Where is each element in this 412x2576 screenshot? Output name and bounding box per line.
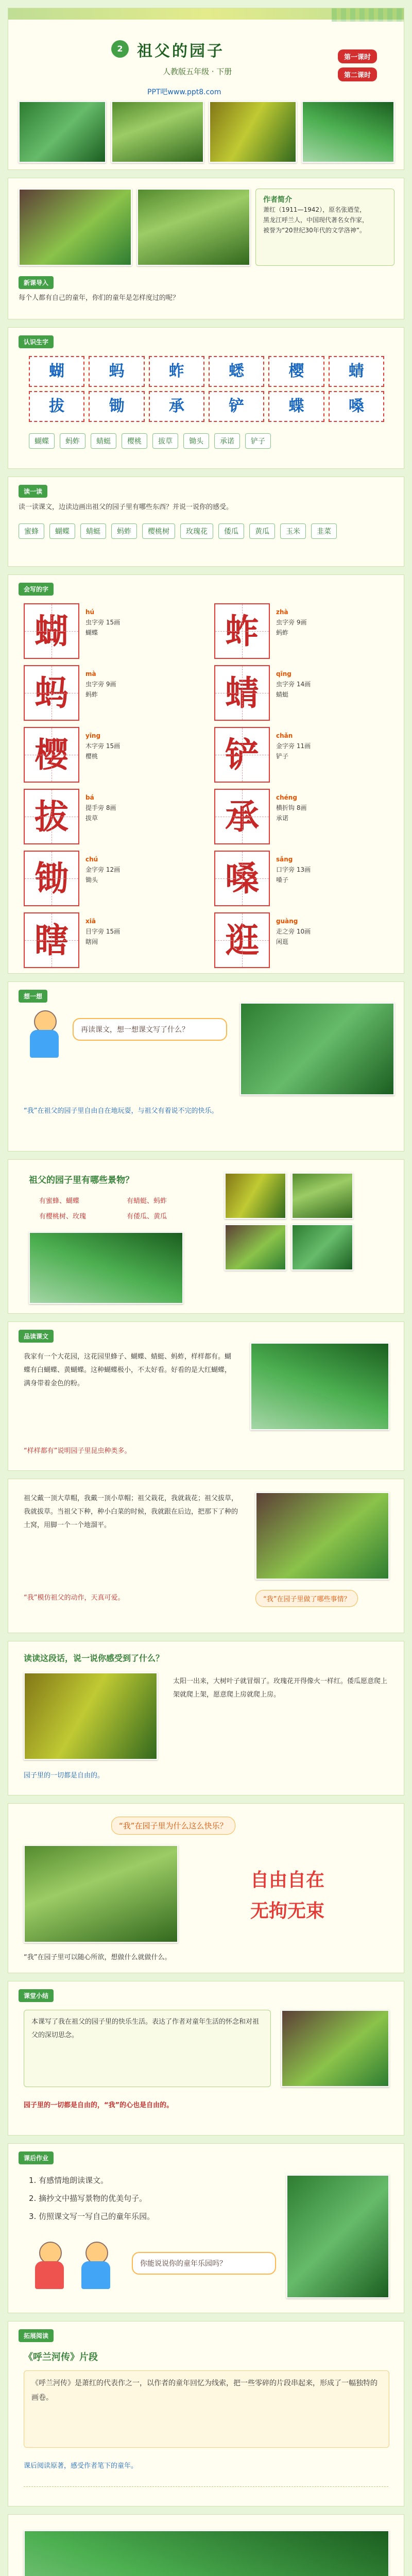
radical-info: 目字旁 15画 [85, 928, 121, 935]
pinyin: hú [85, 608, 95, 616]
photo-nature [24, 2530, 389, 2576]
kid-body [35, 2261, 64, 2289]
write-char: 铲 [214, 727, 270, 783]
photo-bee [250, 1343, 389, 1430]
slide-passage1 [8, 1321, 404, 1471]
photo-pumpkin-vine [291, 1224, 353, 1270]
char-cell: 蝴 [29, 356, 84, 387]
radical-info: 虫字旁 15画 [85, 619, 121, 626]
free-caption: “我”在园子里可以随心所欲，想做什么就做什么。 [24, 1954, 171, 1961]
slide-title [8, 8, 404, 170]
practice-item: 2. 摘抄文中描写景物的优美句子。 [29, 2194, 147, 2203]
photo-cucumber [291, 1173, 353, 1219]
word-example: 蝴蝶 [85, 629, 98, 636]
write-char-info [85, 607, 194, 638]
slide-free [8, 1803, 404, 1973]
ext-tag: 拓展阅读 [19, 2329, 54, 2342]
pinyin: sǎng [276, 856, 293, 863]
word-example: 拔草 [85, 815, 98, 822]
word-item: 蜜蜂 [19, 523, 44, 539]
char-cell: 锄 [89, 391, 144, 422]
photo-garden-kid [240, 1003, 394, 1095]
vine-decoration [332, 8, 404, 22]
slide-reading-question [8, 477, 404, 567]
slide-passage3 [8, 1641, 404, 1795]
author-box [255, 189, 394, 266]
practice-item: 3. 仿照课文写一写自己的童年乐园。 [29, 2212, 155, 2221]
kid-illustration [75, 2242, 116, 2289]
word-example: 嗓子 [276, 876, 289, 884]
write-char-info [276, 792, 384, 823]
word-example: 樱桃 [85, 753, 98, 760]
think-bubble: 再读课文，想一想课文写了什么？ [73, 1018, 227, 1041]
char-cell: 蚂 [89, 356, 144, 387]
write-char: 蚂 [24, 665, 79, 721]
kid-body [81, 2261, 110, 2289]
passage3-note: 园子里的一切都是自由的。 [24, 1772, 105, 1780]
watermark-text: PPT吧www.ppt8.com [147, 88, 221, 96]
pinyin: chǎn [276, 732, 293, 739]
char-cell: 蝶 [268, 391, 324, 422]
intro-text: 每个人都有自己的童年，你们的童年是怎样度过的呢？ [19, 294, 180, 302]
char-cell: 樱 [268, 356, 324, 387]
slide-passage2 [8, 1479, 404, 1633]
char-cell: 蜻 [329, 356, 384, 387]
photo-flowers [225, 1173, 286, 1219]
write-char: 蜻 [214, 665, 270, 721]
author-line-3: 被誉为“20世纪30年代的文学洛神”。 [263, 227, 366, 234]
char-cell: 蚱 [149, 356, 204, 387]
write-char: 拔 [24, 789, 79, 844]
passage2-text: 祖父戴一顶大草帽，我戴一顶小草帽；祖父栽花，我就栽花；祖父拔草，我就拔草。当祖父下种，种小白菜的时候，我就跟在后边，把那下了种的土窝，用脚一个一个地溜平。 [24, 1495, 238, 1529]
practice-tag: 课后作业 [19, 2151, 54, 2164]
free-answer-1: 自由自在 [250, 1870, 325, 1891]
ext-title: 《呼兰河传》片段 [24, 2352, 98, 2363]
divider [24, 2486, 388, 2487]
photo-vegetable [19, 189, 132, 266]
char-cell: 嗓 [329, 391, 384, 422]
radical-info: 横折钩 8画 [276, 804, 307, 811]
intro-tag: 新课导入 [19, 276, 54, 289]
author-line-1: 萧红（1911—1942），原名张迺莹， [263, 206, 366, 213]
write-char: 承 [214, 789, 270, 844]
photo-playground [286, 2175, 389, 2298]
write-char-info [276, 854, 384, 885]
kid-body [30, 1030, 59, 1058]
photo-insect [302, 101, 394, 163]
radical-info: 虫字旁 14画 [276, 681, 311, 688]
slide-question2 [8, 1159, 404, 1314]
answer1-text: “我”在祖父的园子里自由自在地玩耍，与祖父有着说不完的快乐。 [24, 1107, 218, 1115]
word-item: 承诺 [214, 433, 240, 449]
slide-new-chars [8, 327, 404, 469]
slide-final [8, 2514, 404, 2576]
write-char-info [276, 731, 384, 761]
reading-words-row [19, 523, 389, 539]
photo-corn [209, 101, 297, 163]
summary-tag: 课堂小结 [19, 1989, 54, 2002]
word-example: 蜻蜓 [276, 691, 289, 698]
radical-info: 提手旁 8画 [85, 804, 116, 811]
word-example: 蚂蚱 [276, 629, 289, 636]
write-char: 嗓 [214, 851, 270, 906]
kid-illustration [29, 2242, 70, 2289]
write-char: 樱 [24, 727, 79, 783]
word-item: 拔草 [152, 433, 178, 449]
write-char: 蚱 [214, 603, 270, 659]
write-char-info [85, 792, 194, 823]
word-item: 玉米 [280, 523, 306, 539]
slide-ext-reading [8, 2321, 404, 2506]
slide-practice [8, 2143, 404, 2313]
question2-title: 祖父的园子里有哪些景物？ [29, 1175, 134, 1185]
photo-grandpa [255, 1492, 389, 1580]
new-chars-tag: 认识生字 [19, 335, 54, 348]
period2-button[interactable]: 第二课时 [338, 67, 377, 81]
char-cell: 拔 [29, 391, 84, 422]
write-char-info [85, 731, 194, 761]
passage2-note: “我”模仿祖父的动作，天真可爱。 [24, 1594, 125, 1602]
photo-rose [24, 1672, 158, 1760]
radical-info: 走之旁 10画 [276, 928, 311, 935]
word-item: 蜻蜓 [91, 433, 116, 449]
word-item: 蚂蚱 [111, 523, 137, 539]
word-example: 蚂蚱 [85, 691, 98, 698]
ext-note: 课后阅读原著，感受作者笔下的童年。 [24, 2462, 138, 2470]
slide-write-chars [8, 574, 404, 974]
photo-leaves [137, 189, 250, 266]
radical-info: 口字旁 13画 [276, 866, 311, 873]
write-char-info [276, 669, 384, 700]
summary-box [24, 2010, 271, 2087]
word-item: 蝴蝶 [29, 433, 55, 449]
new-words-row [29, 433, 384, 449]
photo-child-play [24, 1845, 178, 1943]
radical-info: 虫字旁 9画 [85, 681, 116, 688]
word-example: 铲子 [276, 753, 289, 760]
write-char: 锄 [24, 851, 79, 906]
pinyin: guàng [276, 918, 298, 925]
word-item: 铲子 [245, 433, 271, 449]
question2-item: 有蜜蜂、蝴蝶 [39, 1197, 80, 1205]
radical-info: 金字旁 12画 [85, 866, 121, 873]
radical-info: 木字旁 15画 [85, 742, 121, 750]
passage1-text: 我家有一个大花园，这花园里蜂子、蝴蝶、蜻蜓、蚂蚱，样样都有。蝴蝶有白蝴蝶、黄蝴蝶。这种蝴蝶极小，不太好看。好看的是大红蝴蝶，满身带着金色的粉。 [24, 1353, 232, 1387]
photo-pumpkin [19, 101, 106, 163]
pinyin: zhà [276, 608, 288, 616]
radical-info: 金字旁 11画 [276, 742, 311, 750]
photo-butterfly [29, 1232, 183, 1304]
pinyin: mà [85, 670, 96, 677]
word-item: 蝴蝶 [49, 523, 75, 539]
ext-text: 《呼兰河传》是萧红的代表作之一，以作者的童年回忆为线索，把一些零碎的片段串起来，形成了一幅独特的画卷。 [31, 2379, 377, 2402]
write-char: 逛 [214, 912, 270, 968]
new-chars-grid [29, 356, 384, 422]
pinyin: bá [85, 794, 94, 801]
author-tag: 作者简介 [263, 196, 292, 204]
word-item: 黄瓜 [249, 523, 275, 539]
slide-intro [8, 178, 404, 319]
slide-summary [8, 1981, 404, 2136]
word-item: 玫瑰花 [180, 523, 213, 539]
write-char-info [85, 916, 194, 947]
write-char-info [276, 607, 384, 638]
practice-item: 1. 有感情地朗读课文。 [29, 2176, 109, 2185]
write-char-info [85, 669, 194, 700]
pinyin: yīng [85, 732, 101, 739]
passage3-text: 太阳一出来，大树叶子就冒烟了。玫瑰花开得像火一样红。倭瓜愿意爬上架就爬上架，愿意爬上房就爬上房。 [173, 1677, 388, 1699]
photo-grandpa-child [281, 2010, 389, 2087]
lesson-title: 祖父的园子 [137, 42, 225, 60]
word-example: 瞎闹 [85, 938, 98, 945]
word-item: 樱桃 [122, 433, 147, 449]
free-question: “我”在园子里为什么这么快乐？ [111, 1817, 235, 1835]
author-line-2: 黑龙江呼兰人，中国现代著名女作家， [263, 216, 369, 224]
reading-question-text: 读一读课文，边读边画出祖父的园子里有哪些东西？并说一说你的感受。 [19, 503, 233, 511]
pinyin: xiā [85, 918, 96, 925]
char-cell: 铲 [209, 391, 264, 422]
word-item: 蜻蜓 [80, 523, 106, 539]
char-cell: 承 [149, 391, 204, 422]
write-char-info [85, 854, 194, 885]
question2-item: 有蜻蜓、蚂蚱 [127, 1197, 167, 1205]
write-char: 瞎 [24, 912, 79, 968]
question2-item: 有樱桃树、玫瑰 [39, 1213, 87, 1221]
lesson-number: 2 [111, 40, 129, 58]
passage2-question: “我”在园子里做了哪些事情？ [255, 1590, 358, 1607]
write-char: 蝴 [24, 603, 79, 659]
word-example: 闲逛 [276, 938, 289, 945]
write-char-info [276, 916, 384, 947]
word-item: 锄头 [183, 433, 209, 449]
passage1-note: “样样都有”说明园子里昆虫种类多。 [24, 1447, 131, 1455]
lesson-subtitle: 人教版五年级 · 下册 [163, 67, 232, 76]
photo-garden [111, 101, 204, 163]
question2-item: 有倭瓜、黄瓜 [127, 1213, 167, 1221]
slide-think [8, 981, 404, 1151]
practice-bubble: 你能说说你的童年乐园吗？ [132, 2252, 276, 2275]
reading-tag: 读一读 [19, 485, 47, 498]
word-item: 樱桃树 [142, 523, 175, 539]
pinyin: qīng [276, 670, 291, 677]
word-item: 蚂蚱 [60, 433, 85, 449]
word-item: 韭菜 [311, 523, 337, 539]
photo-cherry [225, 1224, 286, 1270]
word-example: 锄头 [85, 876, 98, 884]
think-tag: 想一想 [19, 990, 47, 1003]
pinyin: chéng [276, 794, 297, 801]
period1-button[interactable]: 第一课时 [338, 49, 377, 63]
char-cell: 蟋 [209, 356, 264, 387]
summary-highlight: 园子里的一切都是自由的，“我”的心也是自由的。 [24, 2102, 174, 2109]
radical-info: 虫字旁 9画 [276, 619, 307, 626]
pinyin: chú [85, 856, 98, 863]
write-chars-tag: 会写的字 [19, 583, 54, 596]
word-item: 倭瓜 [218, 523, 244, 539]
free-answer-2: 无拘无束 [250, 1901, 325, 1922]
ext-box [24, 2370, 389, 2448]
kid-illustration [24, 1010, 65, 1058]
word-example: 承诺 [276, 815, 289, 822]
passage3-lead: 读读这段话，说一说你感受到了什么？ [24, 1653, 164, 1663]
passage1-tag: 品读课文 [19, 1330, 54, 1343]
summary-text: 本课写了我在祖父的园子里的快乐生活。表达了作者对童年生活的怀念和对祖父的深切思念。 [31, 2018, 260, 2039]
